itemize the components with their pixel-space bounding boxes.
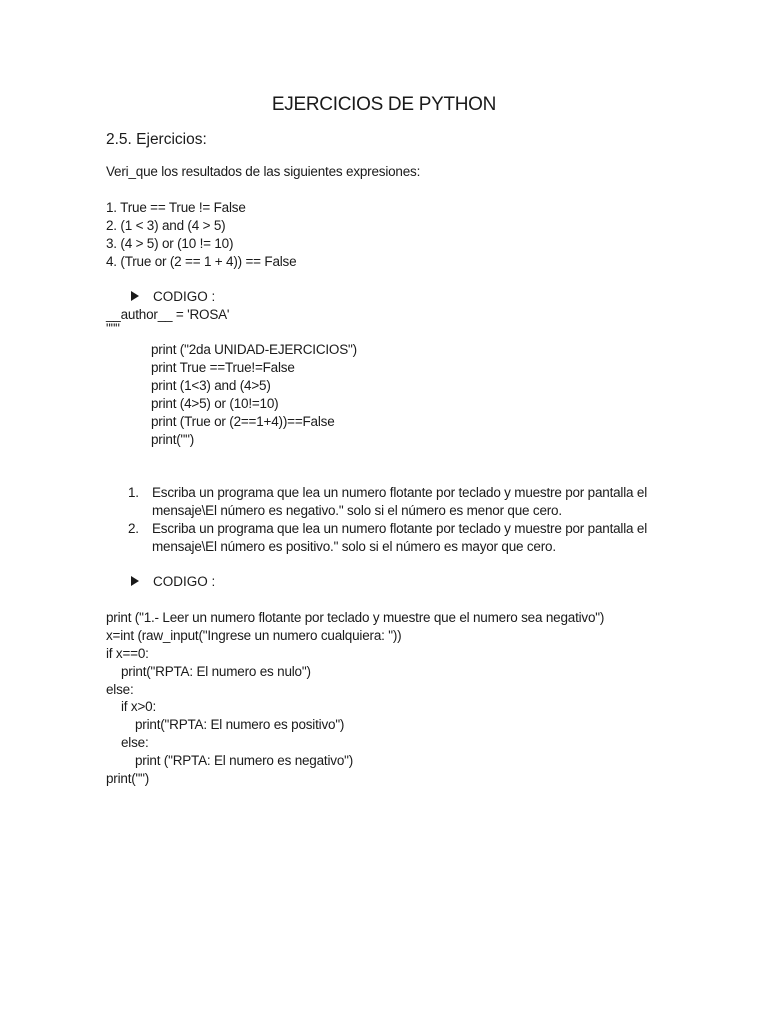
code-line: print("RPTA: El numero es positivo") [135, 717, 345, 732]
code-label-1 [131, 288, 215, 306]
expression-4: 4. (True or (2 == 1 + 4)) == False [106, 254, 297, 269]
code-line: else: [121, 735, 149, 750]
document-title: EJERCICIOS DE PYTHON [271, 94, 497, 115]
code-line: if x>0: [121, 699, 156, 714]
code-label-text: CODIGO : [153, 289, 216, 304]
code-line: print ("RPTA: El numero es negativo") [135, 753, 354, 768]
code-line: print (1<3) and (4>5) [151, 378, 271, 393]
exercise-number: 1. [128, 485, 139, 500]
exercise-text: Escriba un programa que lea un numero flotante por teclado y muestre por pantalla el mensaje\El número es negativo." solo si el número es menor que cero. [152, 485, 648, 518]
exercise-number: 2. [128, 521, 139, 536]
code-line: print ("2da UNIDAD-EJERCICIOS") [151, 342, 357, 357]
arrow-bullet-icon [131, 576, 139, 586]
code-line: x=int (raw_input("Ingrese un numero cualquiera: ")) [106, 628, 402, 643]
expression-1: 1. True == True != False [106, 200, 246, 215]
expression-2: 2. (1 < 3) and (4 > 5) [106, 218, 226, 233]
code-line: else: [106, 682, 134, 697]
code-line: print (True or (2==1+4))==False [151, 414, 335, 429]
exercise-item [128, 520, 652, 556]
code-line: print ("1.- Leer un numero flotante por teclado y muestre que el numero sea negativo") [106, 610, 605, 625]
arrow-bullet-icon [131, 291, 139, 301]
exercise-text: Escriba un programa que lea un numero flotante por teclado y muestre por pantalla el mensaje\El número es positivo." solo si el número es mayor que cero. [152, 521, 648, 554]
section-heading: 2.5. Ejercicios: [106, 131, 207, 148]
exercise-list [128, 484, 652, 556]
code-line: print("") [151, 432, 195, 447]
intro-text: Veri_que los resultados de las siguientes expresiones: [106, 164, 421, 179]
code-line: print (4>5) or (10!=10) [151, 396, 279, 411]
expression-3: 3. (4 > 5) or (10 != 10) [106, 236, 234, 251]
code-label-2 [131, 573, 215, 591]
code-line: print("RPTA: El numero es nulo") [121, 664, 311, 679]
code-line: if x==0: [106, 646, 149, 661]
code-line: __author__ = 'ROSA' [106, 307, 230, 322]
exercise-item [128, 484, 652, 520]
code-line: """ [106, 321, 120, 336]
code-line: print("") [106, 771, 150, 786]
code-label-text: CODIGO : [153, 574, 216, 589]
code-line: print True ==True!=False [151, 360, 295, 375]
